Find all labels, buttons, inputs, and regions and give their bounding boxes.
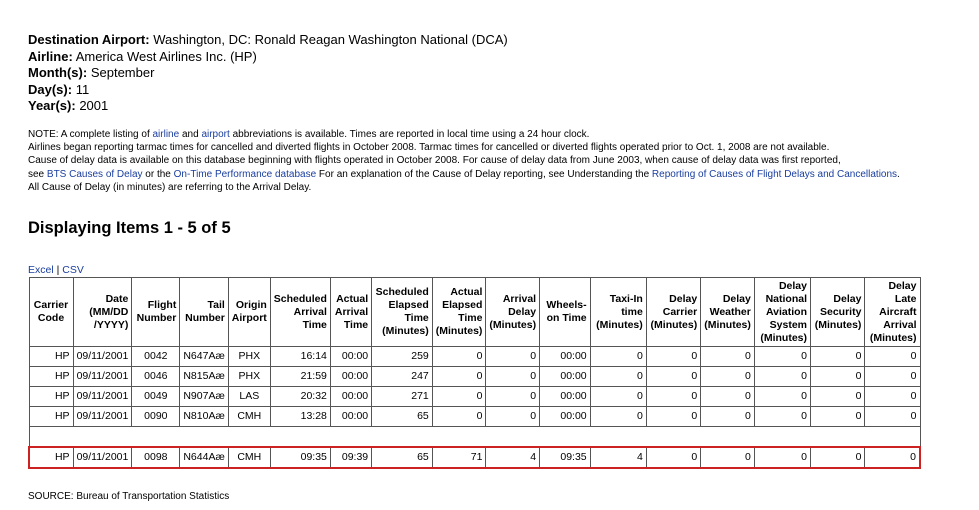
- table-cell: 0: [590, 367, 646, 387]
- table-row: [29, 347, 920, 367]
- table-cell: 00:00: [330, 387, 371, 407]
- note-text: abbreviations is available. Times are reported in local time using a 24 hour clock.: [229, 129, 590, 140]
- table-cell: 0: [646, 387, 700, 407]
- table-cell: 0: [811, 347, 865, 367]
- table-cell: CMH: [228, 447, 270, 468]
- table-cell: 0: [432, 347, 486, 367]
- source-note: SOURCE: Bureau of Transportation Statistics: [28, 491, 230, 502]
- excel-export-link[interactable]: Excel: [28, 264, 54, 276]
- table-cell: 0: [754, 407, 810, 427]
- table-cell: 0: [432, 367, 486, 387]
- table-cell: 0049: [132, 387, 180, 407]
- table-cell: 4: [486, 447, 540, 468]
- table-cell: 0: [754, 367, 810, 387]
- table-cell: 0: [811, 407, 865, 427]
- note-text: see: [28, 168, 47, 180]
- table-cell: 0: [486, 387, 540, 407]
- table-cell: N810Aæ: [180, 407, 228, 427]
- table-cell: PHX: [228, 347, 270, 367]
- destination-label: Destination Airport:: [28, 32, 150, 47]
- table-row: [29, 407, 920, 427]
- table-cell: HP: [29, 447, 73, 468]
- table-cell: N815Aæ: [180, 367, 228, 387]
- destination-value: Washington, DC: Ronald Reagan Washington National (DCA): [153, 32, 508, 47]
- notes-section: [28, 128, 928, 194]
- table-cell: 259: [372, 347, 433, 367]
- table-cell: 0: [701, 367, 755, 387]
- column-header: Scheduled Arrival Time: [270, 278, 330, 347]
- table-cell: 0: [701, 447, 755, 468]
- table-cell: N644Aæ: [180, 447, 228, 468]
- table-cell: 09/11/2001: [73, 407, 132, 427]
- note-text: .: [897, 168, 900, 180]
- column-header: Scheduled Elapsed Time (Minutes): [372, 278, 433, 347]
- table-cell: 0: [865, 407, 920, 427]
- table-cell: 0: [590, 347, 646, 367]
- table-cell: N647Aæ: [180, 347, 228, 367]
- table-cell: HP: [29, 407, 73, 427]
- note-text: For an explanation of the Cause of Delay reporting, see Understanding the: [316, 168, 652, 180]
- csv-export-link[interactable]: CSV: [62, 264, 84, 276]
- years-value: 2001: [79, 98, 109, 113]
- table-cell: 0: [754, 347, 810, 367]
- table-cell: 0: [646, 407, 700, 427]
- table-cell: PHX: [228, 367, 270, 387]
- column-header: Arrival Delay (Minutes): [486, 278, 540, 347]
- on-time-performance-link[interactable]: On-Time Performance database: [173, 168, 317, 180]
- table-cell: 00:00: [540, 407, 591, 427]
- airport-link[interactable]: airport: [201, 129, 230, 140]
- table-cell: 0042: [132, 347, 180, 367]
- table-cell: 00:00: [330, 367, 371, 387]
- table-cell: 0: [486, 367, 540, 387]
- table-cell: 09:35: [540, 447, 591, 468]
- note-text: or the: [142, 168, 174, 180]
- note-text: NOTE: A complete listing of: [28, 129, 153, 140]
- table-cell: 4: [590, 447, 646, 468]
- table-cell: 271: [372, 387, 433, 407]
- column-header: Date (MM/DD /YYYY): [73, 278, 132, 347]
- column-header: Delay National Aviation System (Minutes): [754, 278, 810, 347]
- table-cell: CMH: [228, 407, 270, 427]
- table-cell: 00:00: [330, 407, 371, 427]
- table-cell: 0: [432, 407, 486, 427]
- table-cell: 0090: [132, 407, 180, 427]
- note-arrival-delay: All Cause of Delay (in minutes) are referring to the Arrival Delay.: [28, 181, 312, 193]
- note-text: and: [179, 129, 202, 140]
- reporting-causes-link[interactable]: Reporting of Causes of Flight Delays and Cancellations: [651, 168, 898, 180]
- table-cell: 0046: [132, 367, 180, 387]
- table-cell: 0: [646, 347, 700, 367]
- table-cell: 16:14: [270, 347, 330, 367]
- table-cell: 0: [590, 407, 646, 427]
- column-header: Delay Late Aircraft Arrival (Minutes): [865, 278, 920, 347]
- airline-label: Airline:: [28, 48, 73, 64]
- table-cell: 13:28: [270, 407, 330, 427]
- table-cell: 09/11/2001: [73, 387, 132, 407]
- table-cell: 0: [754, 387, 810, 407]
- table-cell: 0: [646, 447, 700, 468]
- table-cell: 0098: [132, 447, 180, 468]
- table-cell: 0: [701, 407, 755, 427]
- export-separator: |: [53, 264, 63, 276]
- column-header: Carrier Code: [29, 278, 73, 347]
- table-cell: 0: [486, 407, 540, 427]
- table-cell: 0: [865, 347, 920, 367]
- table-cell: 65: [372, 447, 433, 468]
- table-cell: 0: [646, 367, 700, 387]
- table-cell: 0: [701, 347, 755, 367]
- airline-value: America West Airlines Inc. (HP): [75, 48, 257, 64]
- column-header: Actual Arrival Time: [330, 278, 371, 347]
- table-cell: 0: [811, 447, 865, 468]
- days-label: Day(s):: [28, 81, 73, 97]
- table-cell: 0: [865, 387, 920, 407]
- table-cell: N907Aæ: [180, 387, 228, 407]
- table-cell: 247: [372, 367, 433, 387]
- months-value: September: [90, 65, 155, 80]
- airline-link[interactable]: airline: [152, 129, 180, 140]
- table-cell: 20:32: [270, 387, 330, 407]
- column-header: Taxi-In time (Minutes): [590, 278, 646, 347]
- column-header: Delay Weather (Minutes): [701, 278, 755, 347]
- column-header: Flight Number: [132, 278, 180, 347]
- table-cell: 00:00: [540, 347, 591, 367]
- table-cell: 09:35: [270, 447, 330, 468]
- table-cell: 21:59: [270, 367, 330, 387]
- years-label: Year(s):: [28, 98, 76, 113]
- table-cell: 71: [432, 447, 486, 468]
- table-cell: 0: [865, 447, 920, 468]
- column-header: Wheels-on Time: [540, 278, 591, 347]
- table-cell: 09/11/2001: [73, 347, 132, 367]
- table-cell: 0: [754, 447, 810, 468]
- table-cell: 0: [701, 387, 755, 407]
- table-cell: HP: [29, 347, 73, 367]
- table-cell: 09/11/2001: [73, 447, 132, 468]
- note-cause-of-delay: Cause of delay data is available on this database beginning with flights operated in October 2008. For cause of delay data from June 2003, when cause of delay data was first reported,: [28, 155, 841, 167]
- flights-table: [28, 277, 921, 469]
- results-title: Displaying Items 1 - 5 of 5: [28, 219, 231, 237]
- query-summary: [28, 32, 508, 115]
- table-cell: 00:00: [330, 347, 371, 367]
- table-cell: 0: [865, 367, 920, 387]
- table-row: [29, 367, 920, 387]
- table-cell: 0: [811, 387, 865, 407]
- table-cell: HP: [29, 367, 73, 387]
- table-row: [29, 387, 920, 407]
- column-header: Actual Elapsed Time (Minutes): [432, 278, 486, 347]
- days-value: 11: [75, 81, 90, 97]
- column-header: Delay Security (Minutes): [811, 278, 865, 347]
- bts-causes-link[interactable]: BTS Causes of Delay: [46, 168, 143, 180]
- table-cell: 09:39: [330, 447, 371, 468]
- table-cell: 00:00: [540, 387, 591, 407]
- column-header: Tail Number: [180, 278, 228, 347]
- table-cell: 65: [372, 407, 433, 427]
- table-cell: 00:00: [540, 367, 591, 387]
- column-header: Origin Airport: [228, 278, 270, 347]
- row-spacer: [29, 427, 920, 448]
- table-cell: 0: [590, 387, 646, 407]
- row-spacer-cell: [29, 427, 920, 448]
- months-label: Month(s):: [28, 65, 88, 80]
- highlighted-table-row: [29, 447, 920, 468]
- table-cell: 09/11/2001: [73, 367, 132, 387]
- table-cell: 0: [811, 367, 865, 387]
- table-cell: LAS: [228, 387, 270, 407]
- table-cell: 0: [486, 347, 540, 367]
- table-cell: HP: [29, 387, 73, 407]
- export-links: [28, 264, 84, 276]
- column-header: Delay Carrier (Minutes): [646, 278, 700, 347]
- note-tarmac: Airlines began reporting tarmac times for cancelled and diverted flights in October 2008. Tarmac times for cancelled or diverted flights operated prior to Oct. 1, 2008 are not available.: [28, 142, 830, 154]
- table-cell: 0: [432, 387, 486, 407]
